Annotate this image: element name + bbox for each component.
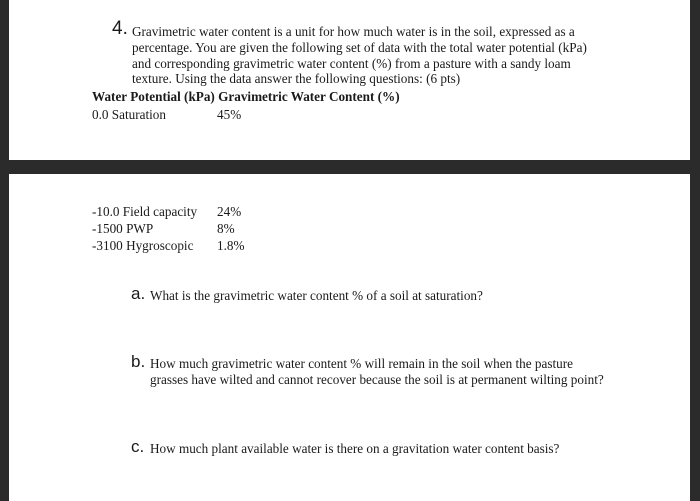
intro-line: and corresponding gravimetric water content (%) from a pasture with a sandy loam [132,56,571,71]
table-row-label: -1500 PWP [92,221,154,236]
table-row-label: 0.0 Saturation [92,107,166,122]
question-number: 4. [112,18,128,39]
table-header: Water Potential (kPa) Gravimetric Water Content (%) [92,89,400,104]
page-divider [0,160,700,174]
intro-line: texture. Using the data answer the following questions: (6 pts) [132,71,461,86]
table-row-value: 45% [217,107,242,122]
table-row-value: 8% [217,221,235,236]
table-row-value: 24% [217,204,242,219]
frame-edge-right [690,0,700,501]
subquestion-c-letter: c. [131,437,145,456]
subquestion-b-letter: b. [131,352,146,371]
table-row-label: -3100 Hygroscopic [92,238,194,253]
subquestion-a-letter: a. [131,284,146,303]
intro-line: percentage. You are given the following set of data with the total water potential (kPa) [132,40,587,55]
intro-line: Gravimetric water content is a unit for how much water is in the soil, expressed as a [132,24,575,39]
subquestion-c-text: How much plant available water is there on a gravitation water content basis? [150,441,560,456]
subquestion-a-text: What is the gravimetric water content % of a soil at saturation? [150,288,483,303]
table-row-value: 1.8% [217,238,245,253]
frame-edge-left [0,0,9,501]
subquestion-b-text: grasses have wilted and cannot recover because the soil is at permanent wilting point? [150,372,604,387]
subquestion-b-text: How much gravimetric water content % will remain in the soil when the pasture [150,356,573,371]
table-row-label: -10.0 Field capacity [92,204,198,219]
